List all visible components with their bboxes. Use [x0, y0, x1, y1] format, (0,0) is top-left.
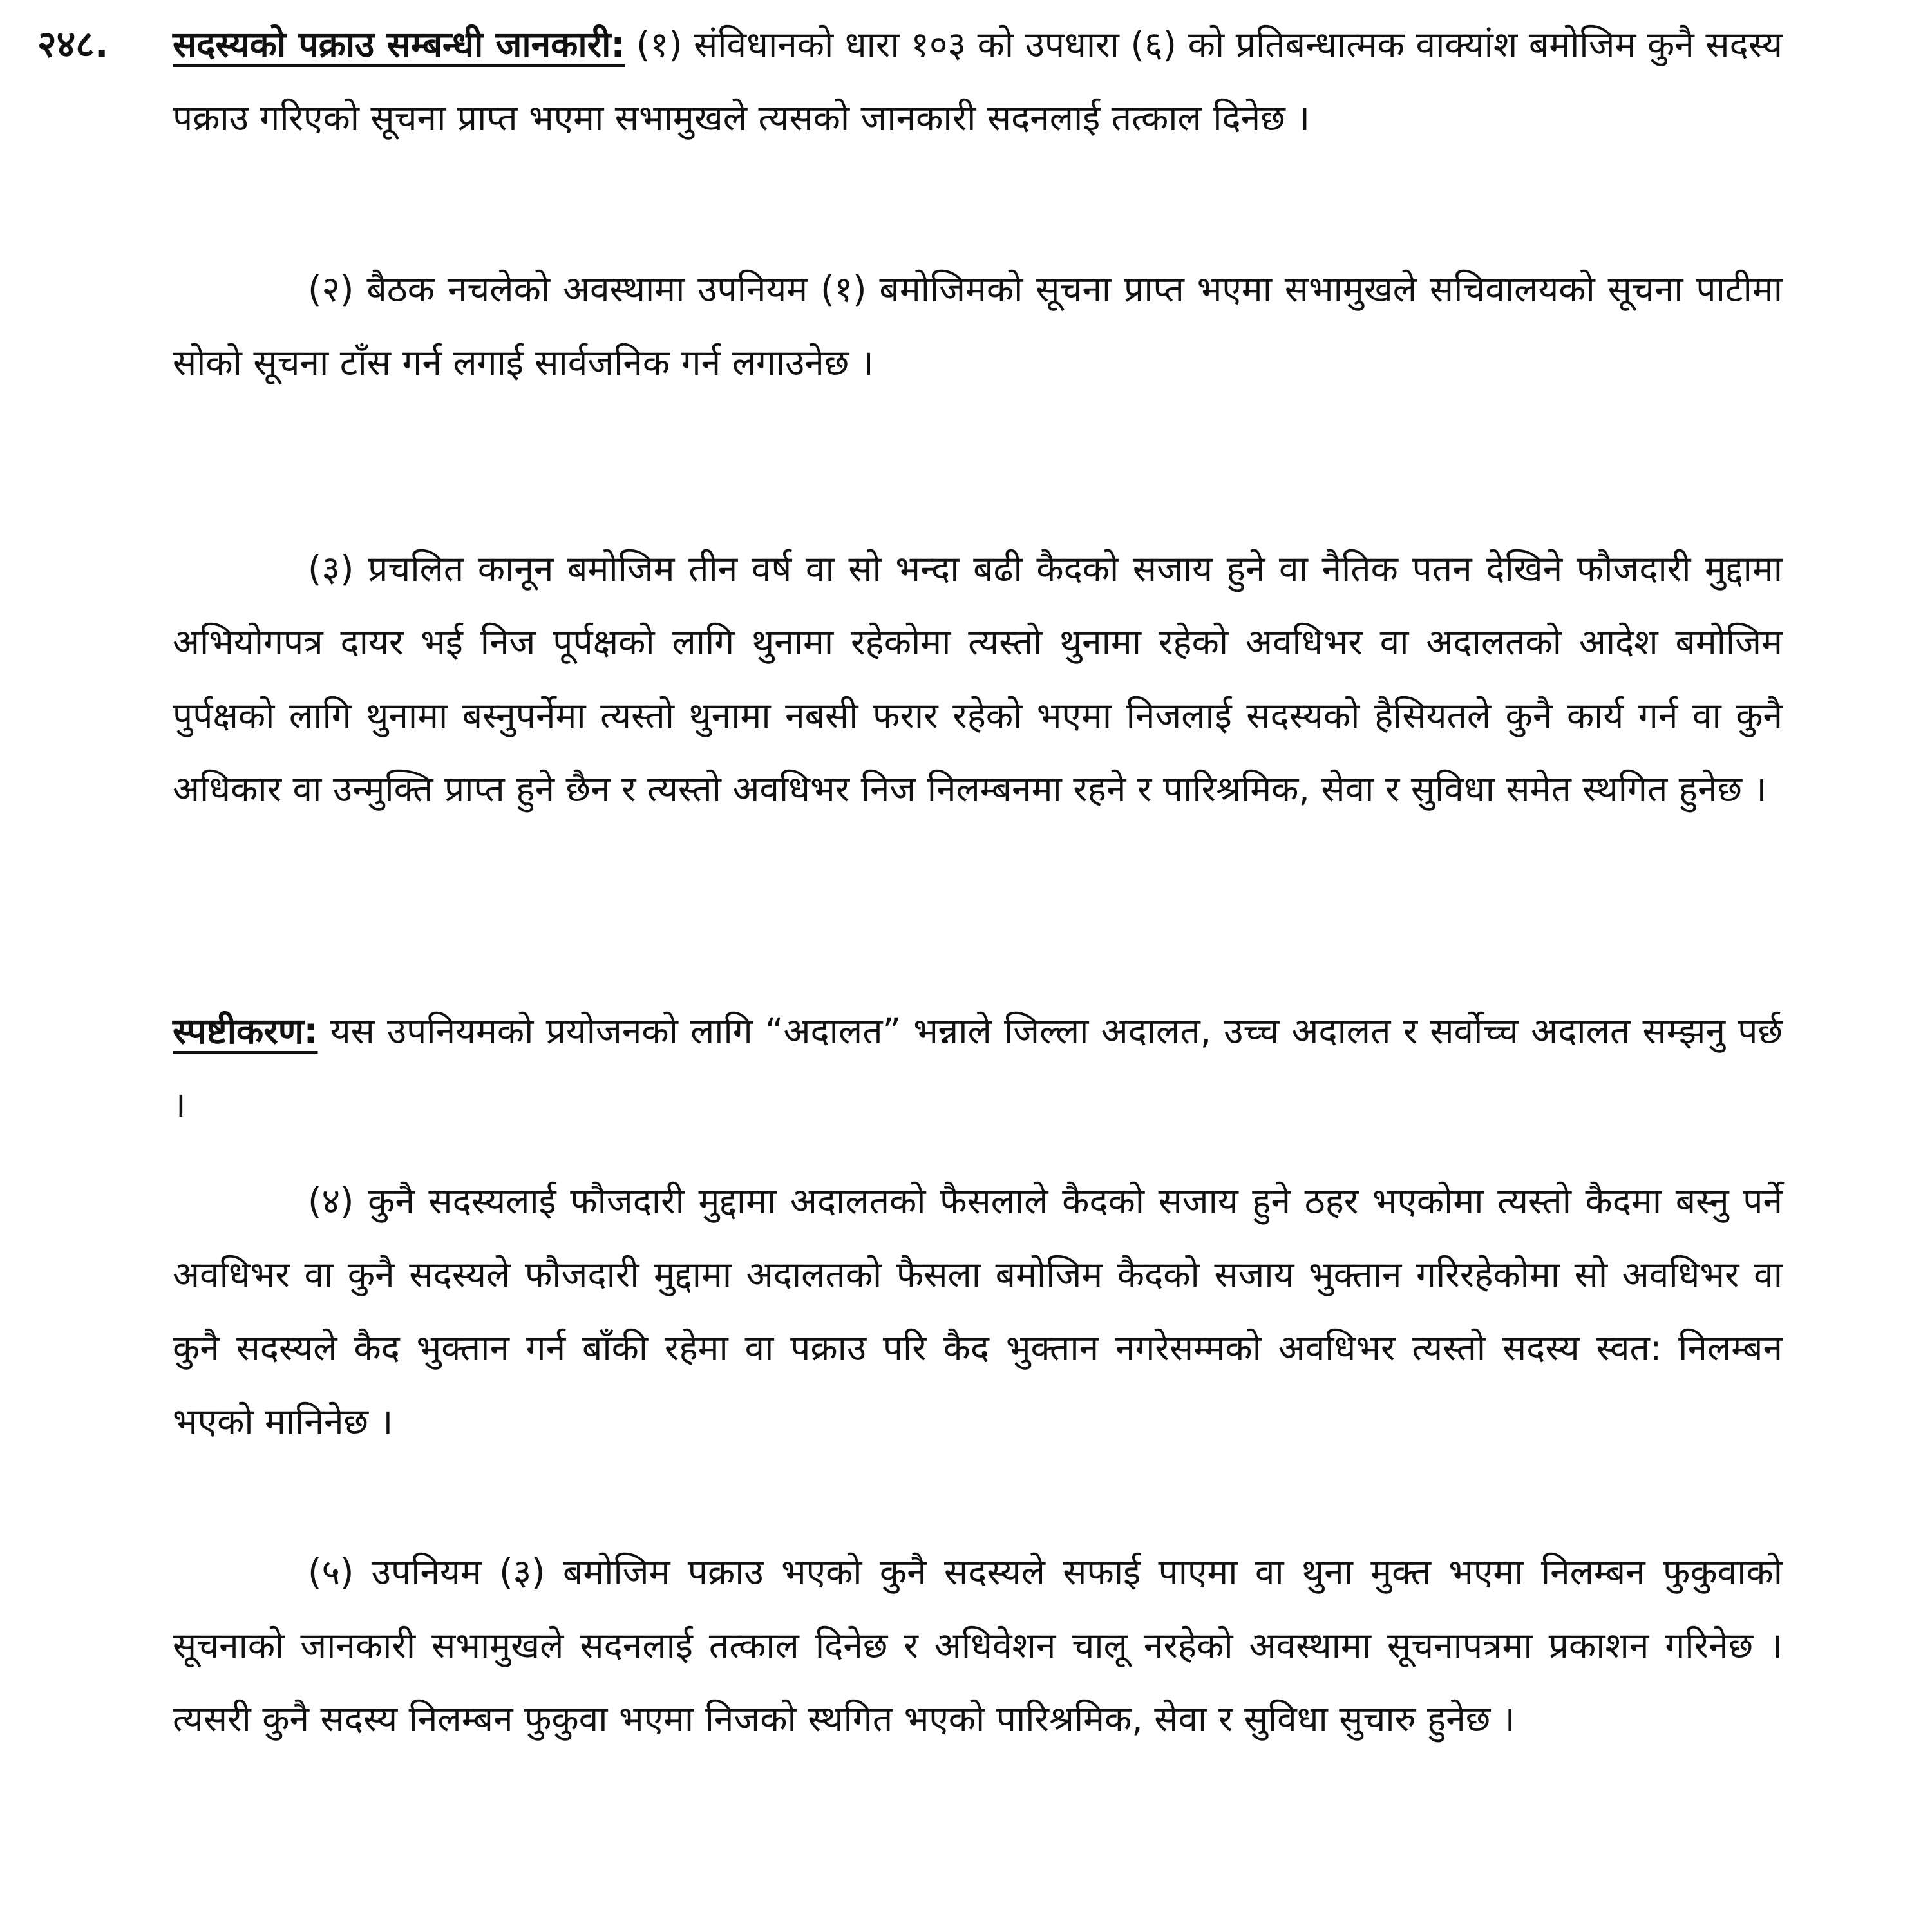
explanation-text: यस उपनियमको प्रयोजनको लागि “अदालत” भन्नाले जिल्ला अदालत, उच्च अदालत र सर्वोच्च अदालत सम्झनु पर्छ ।: [173, 1010, 1783, 1125]
subsection-3-paragraph: (३) प्रचलित कानून बमोजिम तीन वर्ष वा सो भन्दा बढी कैदको सजाय हुने वा नैतिक पतन देखिने फौजदारी मुद्दामा अभियोगपत्र दायर भई निज पूर्पक्षको लागि थुनामा रहेकोमा त्यस्तो थुनामा रहेको अवधिभर वा अदालतको आदेश बमोजिम पुर्पक्षको लागि थुनामा बस्नुपर्नेमा त्यस्तो थुनामा नबसी फरार रहेको भएमा निजलाई सदस्यको हैसियतले कुनै कार्य गर्न वा कुनै अधिकार वा उन्मुक्ति प्राप्त हुने छैन र त्यस्तो अवधिभर निज निलम्बनमा रहने र पारिश्रमिक, सेवा र सुविधा समेत स्थगित हुनेछ ।: [173, 548, 1783, 810]
explanation-label: स्पष्टीकरण:: [173, 1010, 318, 1052]
subsection-1-paragraph: [173, 8, 1783, 155]
section-heading: सदस्यको पक्राउ सम्बन्धी जानकारी:: [173, 24, 625, 65]
section-number: २४८.: [37, 23, 109, 66]
subsection-5-paragraph: (५) उपनियम (३) बमोजिम पक्राउ भएको कुनै सदस्यले सफाई पाएमा वा थुना मुक्त भएमा निलम्बन फुकुवाको सूचनाको जानकारी सभामुखले सदनलाई तत्काल दिनेछ र अधिवेशन चालू नरहेको अवस्थामा सूचनापत्रमा प्रकाशन गरिनेछ । त्यसरी कुनै सदस्य निलम्बन फुकुवा भएमा निजको स्थगित भएको पारिश्रमिक, सेवा र सुविधा सुचारु हुनेछ ।: [173, 1551, 1783, 1739]
subsection-4-paragraph: (४) कुनै सदस्यलाई फौजदारी मुद्दामा अदालतको फैसलाले कैदको सजाय हुने ठहर भएकोमा त्यस्तो कैदमा बस्नु पर्ने अवधिभर वा कुनै सदस्यले फौजदारी मुद्दामा अदालतको फैसला बमोजिम कैदको सजाय भुक्तान गरिरहेकोमा सो अवधिभर वा कुनै सदस्यले कैद भुक्तान गर्न बाँकी रहेमा वा पक्राउ परि कैद भुक्तान नगरेसम्मको अवधिभर त्यस्तो सदस्य स्वत: निलम्बन भएको मानिनेछ ।: [173, 1180, 1783, 1442]
subsection-2-paragraph: (२) बैठक नचलेको अवस्थामा उपनियम (१) बमोजिमको सूचना प्राप्त भएमा सभामुखले सचिवालयको सूचना पाटीमा सोको सूचना टाँस गर्न लगाई सार्वजनिक गर्न लगाउनेछ ।: [173, 269, 1783, 383]
explanation-paragraph: [173, 994, 1783, 1141]
subsection-1-text: (१) संविधानको धारा १०३ को उपधारा (६) को प्रतिबन्धात्मक वाक्यांश बमोजिम कुनै सदस्य पक्राउ गरिएको सूचना प्राप्त भएमा सभामुखले त्यसको जानकारी सदनलाई तत्काल दिनेछ ।: [173, 24, 1783, 138]
